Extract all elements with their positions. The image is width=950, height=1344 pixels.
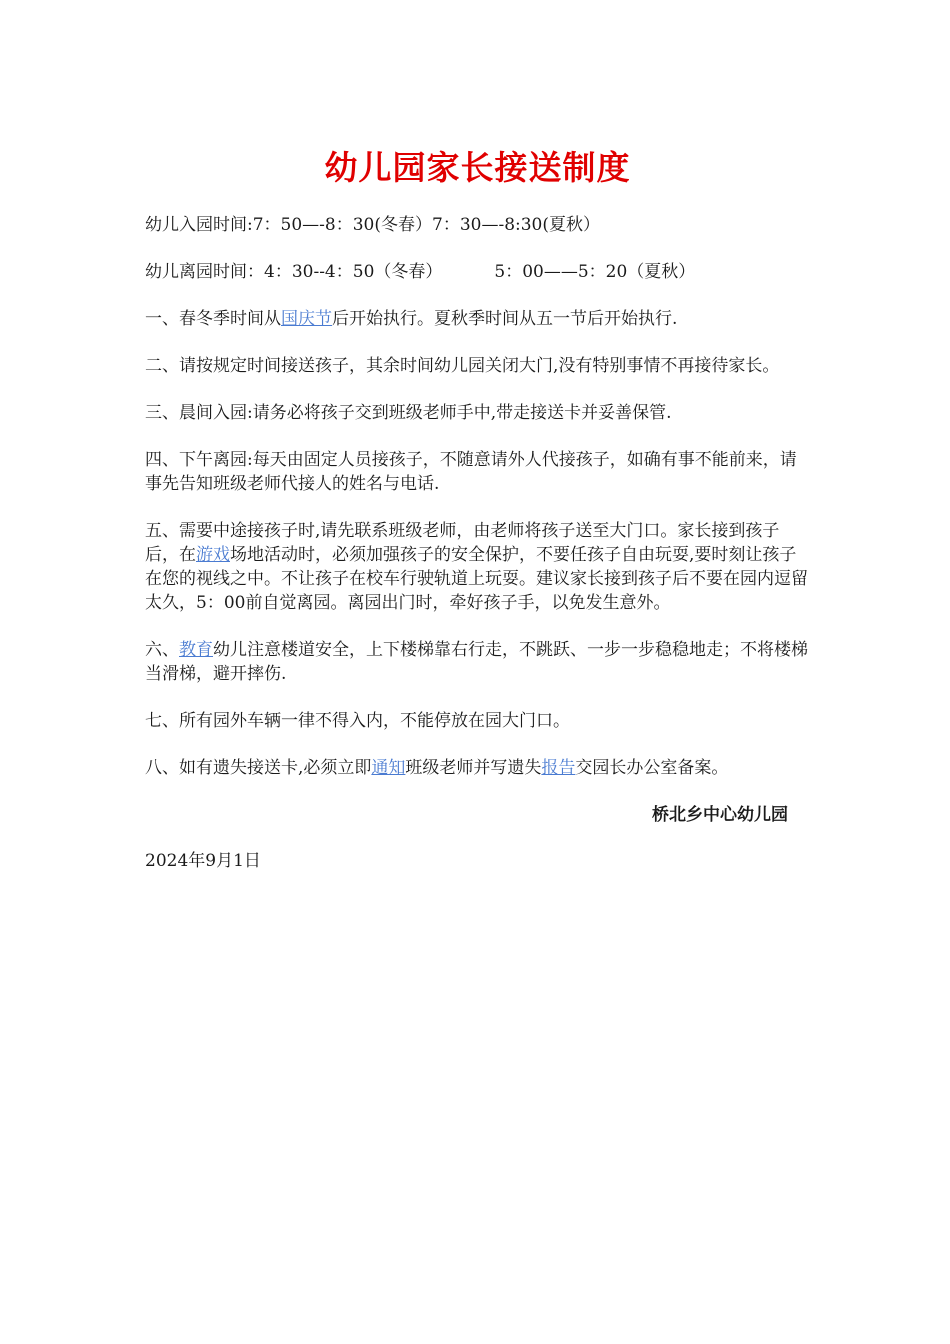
link-report[interactable]: 报告 bbox=[541, 758, 576, 778]
departure-time bbox=[145, 260, 810, 284]
rule-item-4: 四、下午离园:每天由固定人员接孩子，不随意请外人代接孩子，如确有事不能前来，请事先告知班级老师代接人的姓名与电话. bbox=[145, 450, 797, 494]
document-date: 2024年9月1日 bbox=[145, 851, 261, 871]
rule-item-2: 二、请按规定时间接送孩子，其余时间幼儿园关闭大门,没有特别事情不再接待家长。 bbox=[145, 356, 780, 376]
rule-item-3: 三、晨间入园:请务必将孩子交到班级老师手中,带走接送卡并妥善保管. bbox=[145, 403, 672, 423]
signature-org: 桥北乡中心幼儿园 bbox=[652, 805, 788, 825]
link-notify[interactable]: 通知 bbox=[371, 758, 406, 778]
departure-time-summer: 5：00——5：20（夏秋） bbox=[494, 262, 696, 282]
link-games[interactable]: 游戏 bbox=[196, 545, 230, 565]
rule-item-5: 五、需要中途接孩子时,请先联系班级老师，由老师将孩子送至大门口。家长接到孩子后，在游戏场地活动时，必须加强孩子的安全保护，不要任孩子自由玩耍,要时刻让孩子在您的视线之中。不让孩子在校车行驶轨道上玩耍。建议家长接到孩子后不要在园内逗留太久，5：00前自觉离园。离园出门时，牵好孩子手，以免发生意外。 bbox=[145, 521, 808, 613]
departure-time-winter: 幼儿离园时间：4：30--4：50（冬春） bbox=[145, 262, 443, 282]
rule-item-6: 六、教育幼儿注意楼道安全，上下楼梯靠右行走，不跳跃、一步一步稳稳地走；不将楼梯当滑梯，避开摔伤. bbox=[145, 640, 808, 684]
rule-item-7: 七、所有园外车辆一律不得入内，不能停放在园大门口。 bbox=[145, 711, 570, 731]
link-education[interactable]: 教育 bbox=[179, 640, 213, 660]
rule-item-8: 八、如有遗失接送卡,必须立即通知班级老师并写遗失报告交园长办公室备案。 bbox=[145, 758, 729, 778]
link-national-day[interactable]: 国庆节 bbox=[281, 309, 332, 329]
document-title: 幼儿园家长接送制度 bbox=[324, 148, 631, 187]
rule-item-1: 一、春冬季时间从国庆节后开始执行。夏秋季时间从五一节后开始执行. bbox=[145, 309, 678, 329]
arrival-time: 幼儿入园时间:7：50—-8：30(冬春）7：30—-8:30(夏秋） bbox=[145, 215, 600, 235]
